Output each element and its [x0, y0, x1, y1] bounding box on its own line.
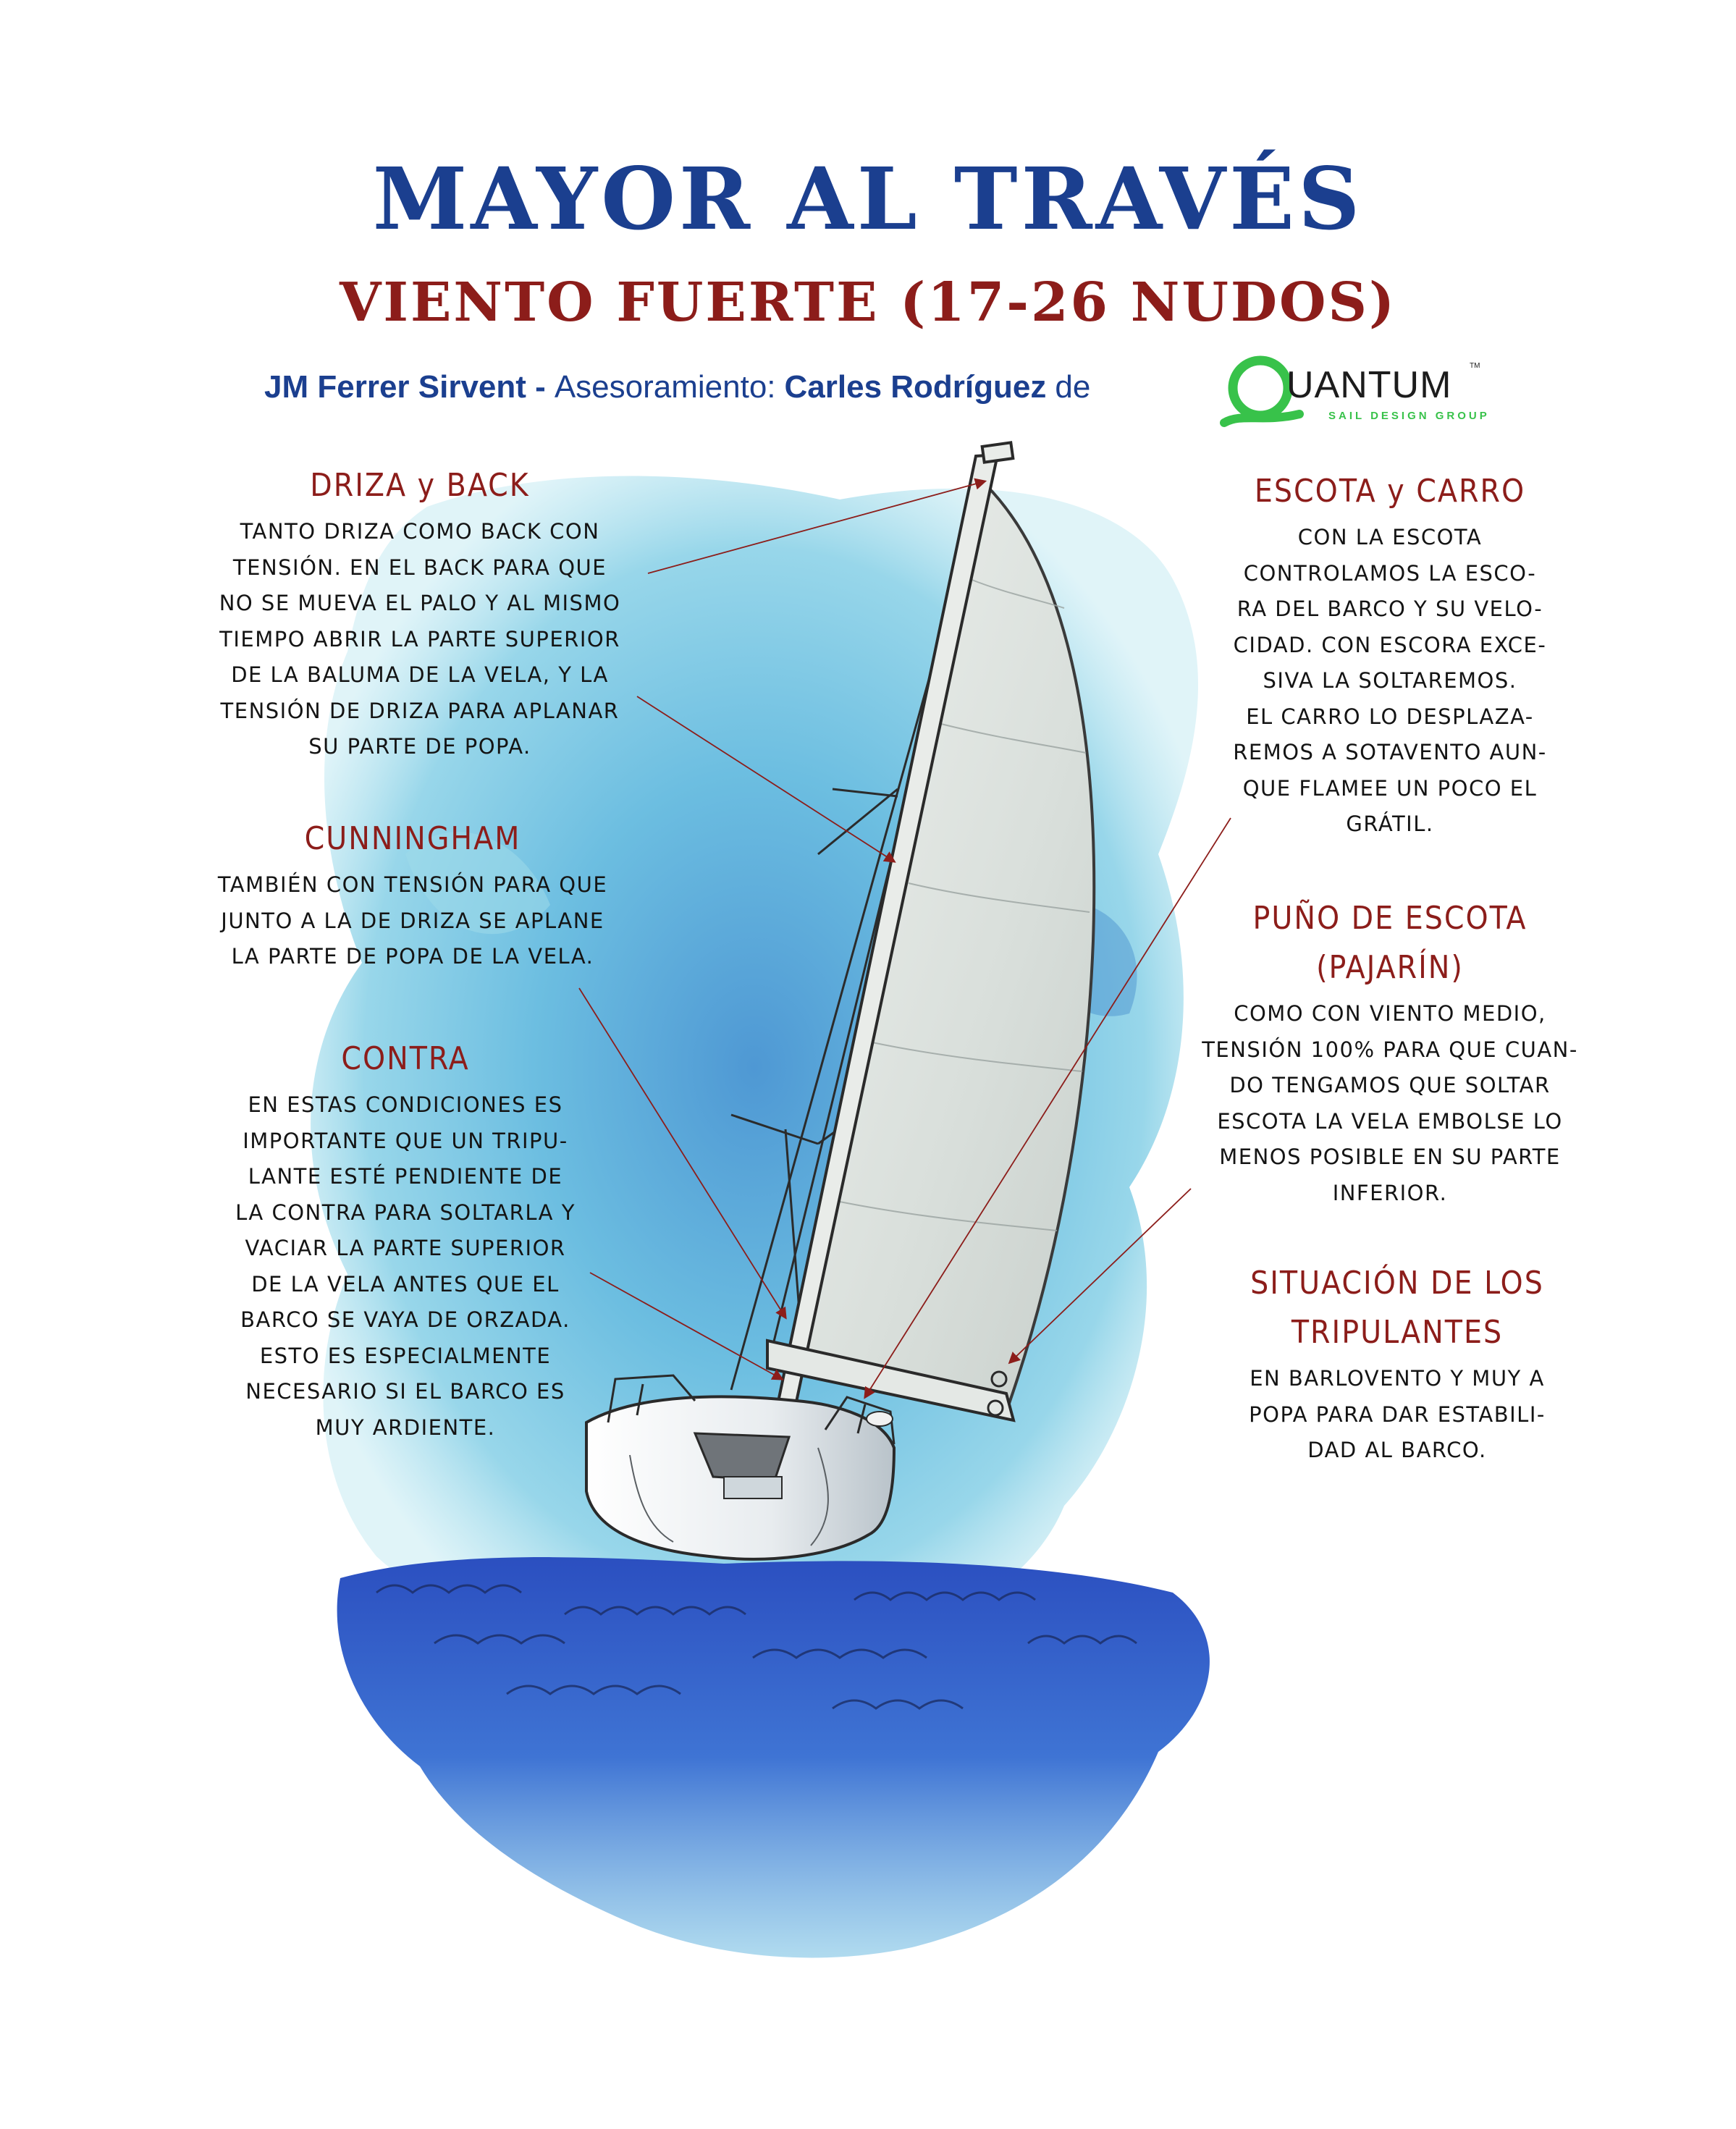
section-puno-de-escota [1151, 896, 1629, 1211]
section-heading: (PAJARÍN) [1316, 949, 1464, 986]
body-line: DE LA VELA ANTES QUE EL [251, 1271, 560, 1297]
credits-line [264, 362, 1090, 413]
section-contra [159, 1037, 652, 1446]
body-line: QUE FLAMEE UN POCO EL [1242, 775, 1538, 801]
body-line: CIDAD. CON ESCORA EXCE- [1233, 632, 1547, 657]
section-body [1173, 1361, 1622, 1469]
body-line: EL CARRO LO DESPLAZA- [1246, 704, 1534, 729]
body-line: COMO CON VIENTO MEDIO, [1234, 1001, 1546, 1026]
section-heading: CUNNINGHAM [304, 820, 521, 857]
page-subtitle: VIENTO FUERTE (17-26 NUDOS) [340, 271, 1396, 334]
body-line: DAD AL BARCO. [1307, 1438, 1487, 1462]
page-title: MAYOR AL TRAVÉS [372, 148, 1364, 249]
body-line: JUNTO A LA DE DRIZA SE APLANE [221, 908, 604, 933]
body-line: ESCOTA LA VELA EMBOLSE LO [1217, 1108, 1563, 1134]
body-line: CON LA ESCOTA [1297, 525, 1483, 549]
author-name: JM Ferrer Sirvent - [264, 369, 546, 405]
body-line: EN BARLOVENTO Y MUY A [1250, 1366, 1545, 1391]
section-body [159, 1087, 652, 1446]
section-body [159, 867, 666, 975]
section-heading: PUÑO DE ESCOTA [1252, 900, 1528, 937]
body-line: TENSIÓN 100% PARA QUE CUAN- [1202, 1037, 1578, 1062]
body-line: DE LA BALUMA DE LA VELA, Y LA [231, 662, 609, 687]
quantum-tagline: SAIL DESIGN GROUP [1328, 410, 1490, 422]
body-line: TENSIÓN DE DRIZA PARA APLANAR [220, 698, 620, 723]
body-line: TENSIÓN. EN EL BACK PARA QUE [232, 555, 607, 580]
section-body [1151, 996, 1629, 1211]
quantum-wordmark: UANTUM [1286, 364, 1452, 406]
body-line: MUY ARDIENTE. [315, 1415, 496, 1440]
body-line: GRÁTIL. [1346, 811, 1434, 836]
body-line: CONTROLAMOS LA ESCO- [1243, 560, 1537, 586]
body-line: BARCO SE VAYA DE ORZADA. [240, 1307, 570, 1332]
section-situacion [1173, 1261, 1622, 1469]
body-line: REMOS A SOTAVENTO AUN- [1233, 740, 1547, 764]
body-line: DO TENGAMOS QUE SOLTAR [1229, 1073, 1551, 1097]
body-line: LA PARTE DE POPA DE LA VELA. [231, 944, 594, 969]
body-line: TIEMPO ABRIR LA PARTE SUPERIOR [219, 626, 620, 652]
credits-preposition: de [1055, 369, 1091, 405]
quantum-logo [1220, 353, 1490, 437]
body-line: INFERIOR. [1332, 1180, 1448, 1205]
section-body [159, 514, 681, 765]
body-line: TAMBIÉN CON TENSIÓN PARA QUE [217, 872, 608, 897]
section-driza [159, 463, 681, 765]
section-cunningham [159, 817, 666, 975]
body-line: TANTO DRIZA COMO BACK CON [240, 519, 600, 544]
trademark-mark: TM [1470, 362, 1480, 370]
body-line: LANTE ESTÉ PENDIENTE DE [248, 1164, 563, 1189]
body-line: MENOS POSIBLE EN SU PARTE [1219, 1144, 1561, 1169]
body-line: IMPORTANTE QUE UN TRIPU- [243, 1128, 568, 1153]
body-line: RA DEL BARCO Y SU VELO- [1236, 596, 1543, 621]
body-line: SIVA LA SOLTAREMOS. [1263, 668, 1517, 693]
section-heading: CONTRA [341, 1040, 470, 1077]
advice-label: Asesoramiento: [554, 369, 776, 405]
section-heading: ESCOTA y CARRO [1254, 473, 1526, 510]
body-line: VACIAR LA PARTE SUPERIOR [245, 1236, 566, 1260]
section-escota [1173, 469, 1607, 843]
section-body [1173, 520, 1607, 843]
body-line: LA CONTRA PARA SOLTARLA Y [235, 1200, 576, 1225]
body-line: SU PARTE DE POPA. [308, 734, 531, 759]
section-heading: DRIZA y BACK [310, 467, 530, 504]
body-line: POPA PARA DAR ESTABILI- [1249, 1401, 1546, 1427]
section-heading: TRIPULANTES [1291, 1314, 1504, 1351]
section-heading: SITUACIÓN DE LOS [1250, 1265, 1544, 1302]
sea [337, 1557, 1210, 1957]
body-line: ESTO ES ESPECIALMENTE [259, 1343, 552, 1368]
advisor-name: Carles Rodríguez [784, 369, 1047, 405]
body-line: NECESARIO SI EL BARCO ES [245, 1379, 565, 1404]
body-line: NO SE MUEVA EL PALO Y AL MISMO [219, 591, 621, 615]
body-line: EN ESTAS CONDICIONES ES [248, 1092, 563, 1117]
